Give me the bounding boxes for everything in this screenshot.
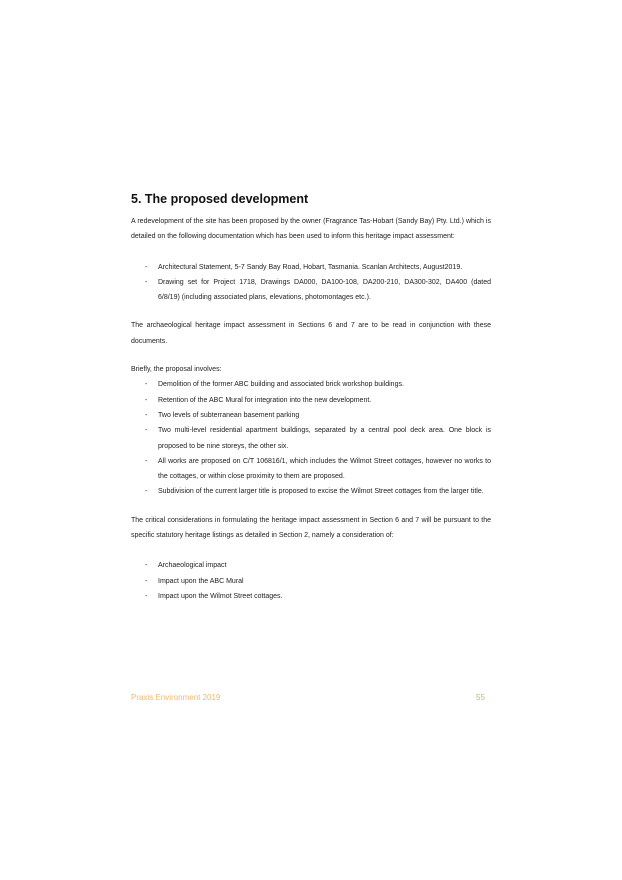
document-body: [131, 190, 491, 604]
considerations-intro: The critical considerations in formulating the heritage impact assessment in Section 6 and 7 will be pursuant to the specific statutory heritage listings as detailed in Section 2, namely a consideration of:: [131, 516, 491, 540]
list-item: [131, 377, 491, 392]
list-item: [131, 589, 491, 604]
documents-list: [131, 260, 491, 306]
bullet-dash: -: [145, 457, 148, 465]
considerations-list: [131, 558, 491, 604]
footer-publisher: Praxis Environment 2019: [131, 693, 221, 702]
list-item-text: Impact upon the Wilmot Street cottages.: [158, 592, 283, 600]
list-item: [131, 484, 491, 499]
conjunction-paragraph: The archaeological heritage impact assessment in Sections 6 and 7 are to be read in conjunction with these documents.: [131, 322, 491, 345]
list-item: [131, 558, 491, 573]
bullet-dash: -: [145, 263, 148, 271]
list-item-text: Demolition of the former ABC building and associated brick workshop buildings.: [158, 381, 404, 389]
bullet-dash: -: [145, 488, 148, 496]
list-item: [131, 260, 491, 275]
bullet-dash: -: [145, 396, 148, 404]
list-item-text: Two multi-level residential apartment buildings, separated by a central pool deck area. One block is proposed to be nine storeys, the other six.: [158, 427, 491, 450]
list-item: [131, 423, 491, 454]
list-item-text: Drawing set for Project 1718, Drawings DA000, DA100-108, DA200-210, DA300-302, DA400 (dated 6/8/19) (including associated plans, elevations, photomontages etc.).: [158, 278, 491, 302]
list-item: [131, 454, 491, 485]
bullet-dash: -: [145, 562, 148, 570]
bullet-dash: -: [145, 577, 148, 585]
list-item-text: Subdivision of the current larger title is proposed to excise the Wilmot Street cottages from the larger title.: [158, 488, 484, 496]
bullet-dash: -: [145, 278, 148, 286]
page-number: 55: [476, 693, 485, 702]
list-item: [131, 393, 491, 408]
list-item-text: Two levels of subterranean basement parking: [158, 411, 300, 419]
bullet-dash: -: [145, 592, 148, 600]
list-item-text: Archaeological impact: [158, 562, 227, 570]
bullet-dash: -: [145, 427, 148, 435]
proposal-intro: Briefly, the proposal involves:: [131, 366, 222, 374]
list-item: [131, 275, 491, 306]
section-heading: 5. The proposed development: [131, 192, 309, 206]
list-item-text: All works are proposed on C/T 106816/1, which includes the Wilmot Street cottages, however no works to the cottages, or within close proximity to them are proposed.: [158, 457, 491, 481]
list-item: [131, 408, 491, 423]
list-item-text: Impact upon the ABC Mural: [158, 577, 244, 585]
list-item: [131, 574, 491, 589]
intro-paragraph: A redevelopment of the site has been proposed by the owner (Fragrance Tas-Hobart (Sandy Bay) Pty. Ltd.) which is detailed on the following documentation which has been used to inform this heritage impact assessment:: [131, 218, 491, 241]
bullet-dash: -: [145, 381, 148, 389]
proposal-list: [131, 377, 491, 499]
list-item-text: Retention of the ABC Mural for integration into the new development.: [158, 396, 372, 404]
list-item-text: Architectural Statement, 5-7 Sandy Bay Road, Hobart, Tasmania. Scanlan Architects, August2019.: [158, 263, 463, 271]
bullet-dash: -: [145, 411, 148, 419]
